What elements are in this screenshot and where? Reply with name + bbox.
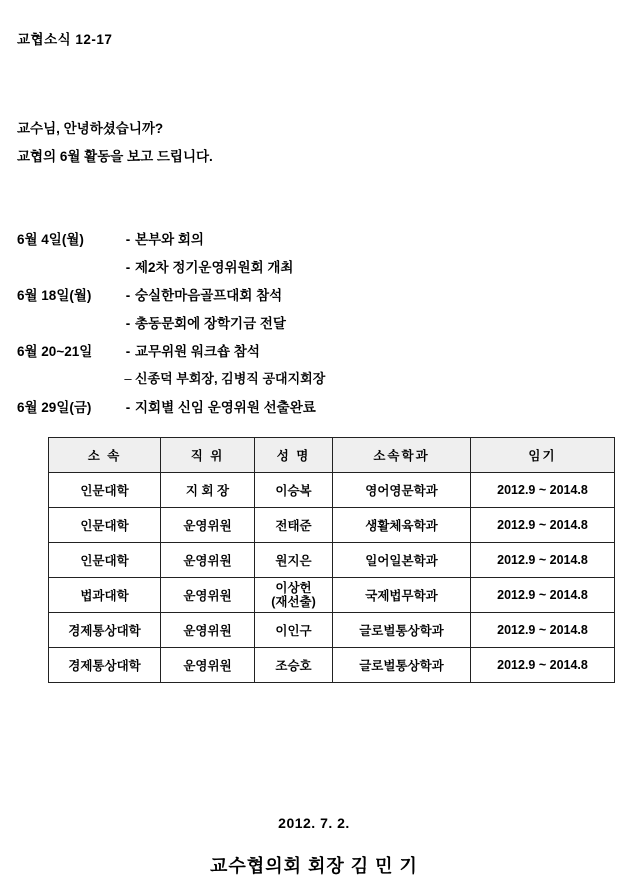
agenda-text: 총동문회에 장학기금 전달 (135, 316, 286, 331)
cell-position: 운영위원 (161, 648, 255, 683)
cell-affiliation: 법과대학 (49, 578, 161, 613)
cell-affiliation: 인문대학 (49, 508, 161, 543)
cell-position: 운영위원 (161, 508, 255, 543)
cell-department: 생활체육학과 (333, 508, 471, 543)
cell-term: 2012.9 ~ 2014.8 (471, 578, 615, 613)
agenda-dash: – (124, 371, 132, 386)
agenda-list (17, 228, 611, 424)
cell-name-line2: (재선출) (271, 595, 316, 609)
agenda-date: 6월 20~21일 (17, 344, 93, 359)
officers-table (48, 437, 615, 683)
table-row (49, 543, 615, 578)
cell-term: 2012.9 ~ 2014.8 (471, 543, 615, 578)
document-date: 2012. 7. 2. (278, 815, 350, 831)
agenda-item (17, 340, 611, 368)
cell-position: 운영위원 (161, 543, 255, 578)
cell-name-line1: 이상헌 (275, 580, 312, 595)
agenda-item (17, 396, 611, 424)
agenda-text: 지회별 신임 운영위원 선출완료 (135, 400, 316, 415)
agenda-date: 6월 18일(월) (17, 288, 92, 303)
column-header-name: 성 명 (255, 438, 333, 473)
agenda-item (17, 312, 611, 340)
agenda-dash: - (125, 400, 131, 415)
cell-affiliation: 인문대학 (49, 543, 161, 578)
cell-department: 일어일본학과 (333, 543, 471, 578)
table-row (49, 508, 615, 543)
agenda-dash: - (125, 316, 131, 331)
table-row (49, 613, 615, 648)
cell-position: 지 회 장 (161, 473, 255, 508)
agenda-dash: - (125, 232, 131, 247)
cell-name: 이인구 (255, 613, 333, 648)
agenda-date: 6월 4일(월) (17, 232, 84, 247)
agenda-item (17, 284, 611, 312)
document-signature: 교수협의회 회장 김 민 기 (210, 856, 418, 876)
cell-position: 운영위원 (161, 578, 255, 613)
cell-term: 2012.9 ~ 2014.8 (471, 508, 615, 543)
column-header-term: 임기 (471, 438, 615, 473)
agenda-text: 본부와 회의 (135, 232, 204, 247)
cell-name: 전태준 (255, 508, 333, 543)
cell-term: 2012.9 ~ 2014.8 (471, 613, 615, 648)
greeting-line-2: 교협의 6월 활동을 보고 드립니다. (17, 149, 213, 164)
cell-affiliation: 경제통상대학 (49, 648, 161, 683)
cell-name: 조승호 (255, 648, 333, 683)
cell-position: 운영위원 (161, 613, 255, 648)
cell-name: 원지은 (255, 543, 333, 578)
greeting-line-1: 교수님, 안녕하셨습니까? (17, 121, 164, 136)
table-row (49, 648, 615, 683)
table-row (49, 473, 615, 508)
column-header-position: 직 위 (161, 438, 255, 473)
agenda-text: 제2차 정기운영위원회 개최 (135, 260, 294, 275)
agenda-text: 숭실한마음골프대회 참석 (135, 288, 283, 303)
agenda-dash: - (125, 288, 131, 303)
cell-affiliation: 인문대학 (49, 473, 161, 508)
agenda-text: 교무위원 워크숍 참석 (135, 344, 260, 359)
agenda-dash: - (125, 344, 131, 359)
agenda-date: 6월 29일(금) (17, 400, 92, 415)
cell-term: 2012.9 ~ 2014.8 (471, 473, 615, 508)
agenda-text: 신종덕 부회장, 김병직 공대지회장 (135, 371, 326, 386)
cell-department: 국제법무학과 (333, 578, 471, 613)
column-header-department: 소속학과 (333, 438, 471, 473)
table-row (49, 578, 615, 613)
cell-name (255, 578, 333, 613)
cell-department: 영어영문학과 (333, 473, 471, 508)
agenda-dash: - (125, 260, 131, 275)
agenda-item (17, 256, 611, 284)
column-header-affiliation: 소 속 (49, 438, 161, 473)
cell-term: 2012.9 ~ 2014.8 (471, 648, 615, 683)
agenda-item (17, 228, 611, 256)
document-title: 교협소식 12-17 (17, 32, 113, 47)
cell-affiliation: 경제통상대학 (49, 613, 161, 648)
cell-name: 이승복 (255, 473, 333, 508)
cell-department: 글로벌통상학과 (333, 613, 471, 648)
table-header-row (49, 438, 615, 473)
cell-department: 글로벌통상학과 (333, 648, 471, 683)
agenda-item (17, 368, 611, 396)
